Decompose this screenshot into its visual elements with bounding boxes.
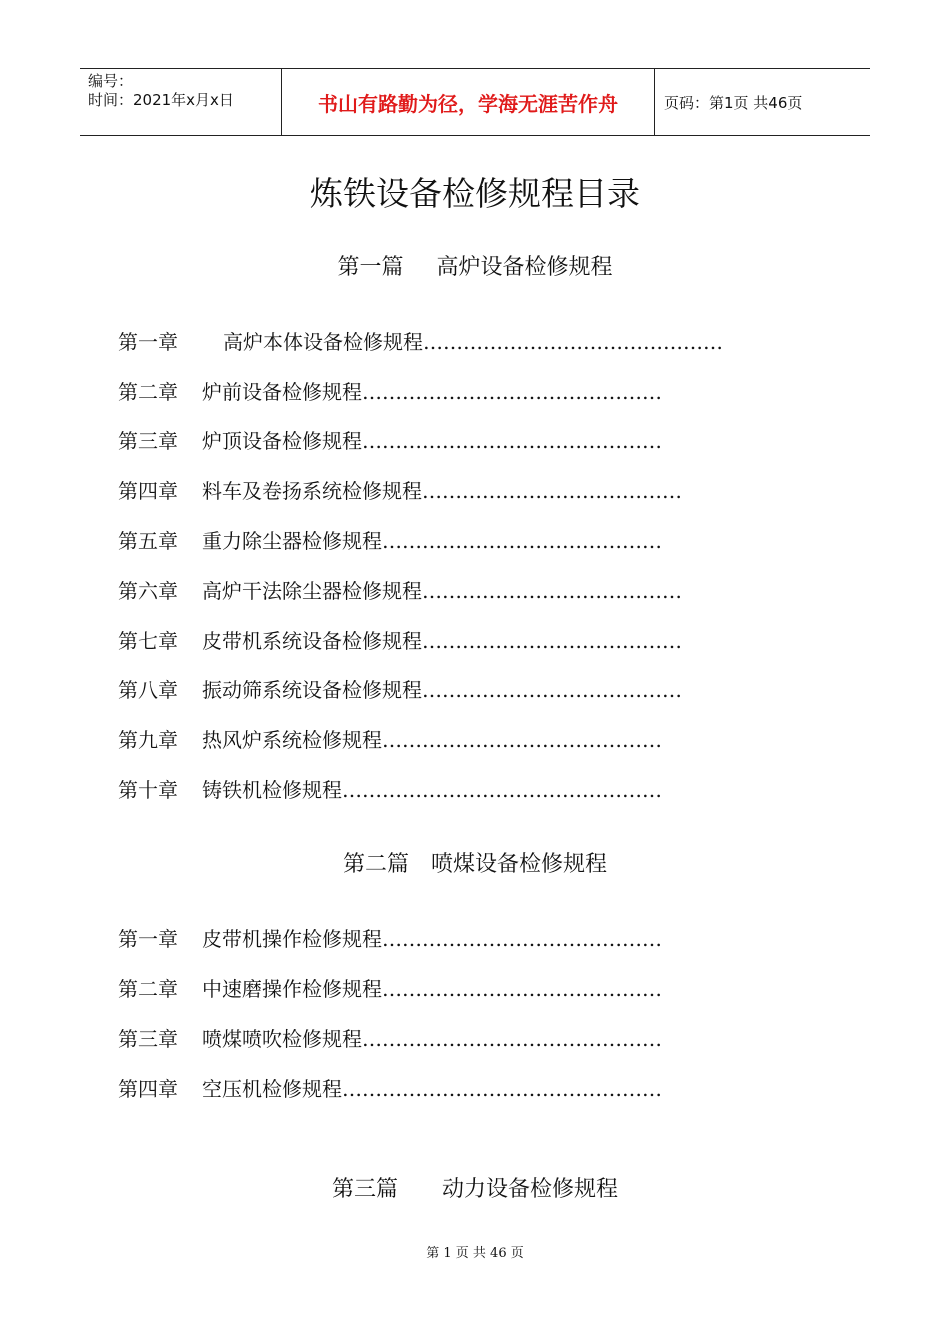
toc-entry[interactable]: [118, 975, 662, 1003]
leader-dots: …………………………………: [422, 579, 682, 603]
leader-dots: …………………………………: [422, 678, 682, 702]
leader-dots: ………………………………………: [362, 380, 662, 404]
chapter-title: 高炉干法除尘器检修规程: [202, 579, 422, 603]
chapter-title: 皮带机系统设备检修规程: [202, 629, 422, 653]
header-page-info: 页码：第1页 共46页: [664, 93, 803, 112]
leader-dots: ………………………………………: [362, 1027, 662, 1051]
chapter-number: 第四章: [118, 479, 178, 503]
chapter-title: 高炉本体设备检修规程: [223, 330, 423, 354]
leader-dots: …………………………………: [422, 479, 682, 503]
part-title: 喷煤设备检修规程: [431, 852, 608, 877]
toc-entry[interactable]: [118, 676, 682, 704]
toc-entry[interactable]: [118, 378, 662, 406]
chapter-title: 铸铁机检修规程: [202, 778, 342, 802]
toc-entry[interactable]: [118, 577, 682, 605]
chapter-title: 料车及卷扬系统检修规程: [202, 479, 422, 503]
page-footer: 第 1 页 共 46 页: [426, 1246, 524, 1261]
chapter-number: 第三章: [118, 429, 178, 453]
chapter-number: 第三章: [118, 1027, 178, 1051]
toc-entry[interactable]: [118, 527, 662, 555]
page-header: [80, 68, 870, 136]
header-meta-cell: [80, 69, 281, 135]
chapter-number: 第四章: [118, 1077, 178, 1101]
toc-entry[interactable]: [118, 427, 662, 455]
part-title: 高炉设备检修规程: [436, 255, 613, 280]
chapter-number: 第五章: [118, 529, 178, 553]
chapter-number: 第十章: [118, 778, 178, 802]
toc-entry[interactable]: [118, 1075, 662, 1103]
part-number: 第三篇: [331, 1177, 398, 1202]
toc-entry[interactable]: [118, 477, 682, 505]
leader-dots: …………………………………………: [342, 778, 662, 802]
leader-dots: ……………………………………: [382, 529, 662, 553]
part-title: 动力设备检修规程: [442, 1177, 619, 1202]
leader-dots: ……………………………………: [382, 728, 662, 752]
toc-entry[interactable]: [118, 328, 723, 356]
chapter-title: 喷煤喷吹检修规程: [202, 1027, 362, 1051]
part-heading: [0, 1175, 950, 1205]
leader-dots: ………………………………………: [423, 330, 723, 354]
leader-dots: ……………………………………: [382, 977, 662, 1001]
chapter-title: 振动筛系统设备检修规程: [202, 678, 422, 702]
toc-entry[interactable]: [118, 1025, 662, 1053]
toc-entry[interactable]: [118, 925, 662, 953]
toc-entry[interactable]: [118, 776, 662, 804]
chapter-title: 炉顶设备检修规程: [202, 429, 362, 453]
chapter-number: 第一章: [118, 927, 178, 951]
part-number: 第一篇: [337, 255, 404, 280]
document-title: 炼铁设备检修规程目录: [310, 174, 640, 213]
toc-entry[interactable]: [118, 627, 682, 655]
chapter-title: 中速磨操作检修规程: [202, 977, 382, 1001]
serial-label: 编号：: [88, 72, 134, 90]
header-motto: 书山有路勤为径，学海无涯苦作舟: [281, 69, 655, 135]
chapter-number: 第六章: [118, 579, 178, 603]
chapter-number: 第八章: [118, 678, 178, 702]
chapter-title: 空压机检修规程: [202, 1077, 342, 1101]
leader-dots: …………………………………………: [342, 1077, 662, 1101]
part-heading: [0, 850, 950, 880]
chapter-number: 第二章: [118, 380, 178, 404]
part-heading: [0, 253, 950, 283]
leader-dots: ……………………………………: [382, 927, 662, 951]
chapter-number: 第九章: [118, 728, 178, 752]
chapter-title: 炉前设备检修规程: [202, 380, 362, 404]
part-number: 第二篇: [342, 852, 409, 877]
toc-entry[interactable]: [118, 726, 662, 754]
chapter-number: 第一章: [118, 330, 178, 354]
chapter-title: 皮带机操作检修规程: [202, 927, 382, 951]
chapter-number: 第二章: [118, 977, 178, 1001]
leader-dots: ………………………………………: [362, 429, 662, 453]
chapter-title: 热风炉系统检修规程: [202, 728, 382, 752]
chapter-title: 重力除尘器检修规程: [202, 529, 382, 553]
date-label: 时间：2021年x月x日: [88, 91, 234, 109]
chapter-number: 第七章: [118, 629, 178, 653]
leader-dots: …………………………………: [422, 629, 682, 653]
